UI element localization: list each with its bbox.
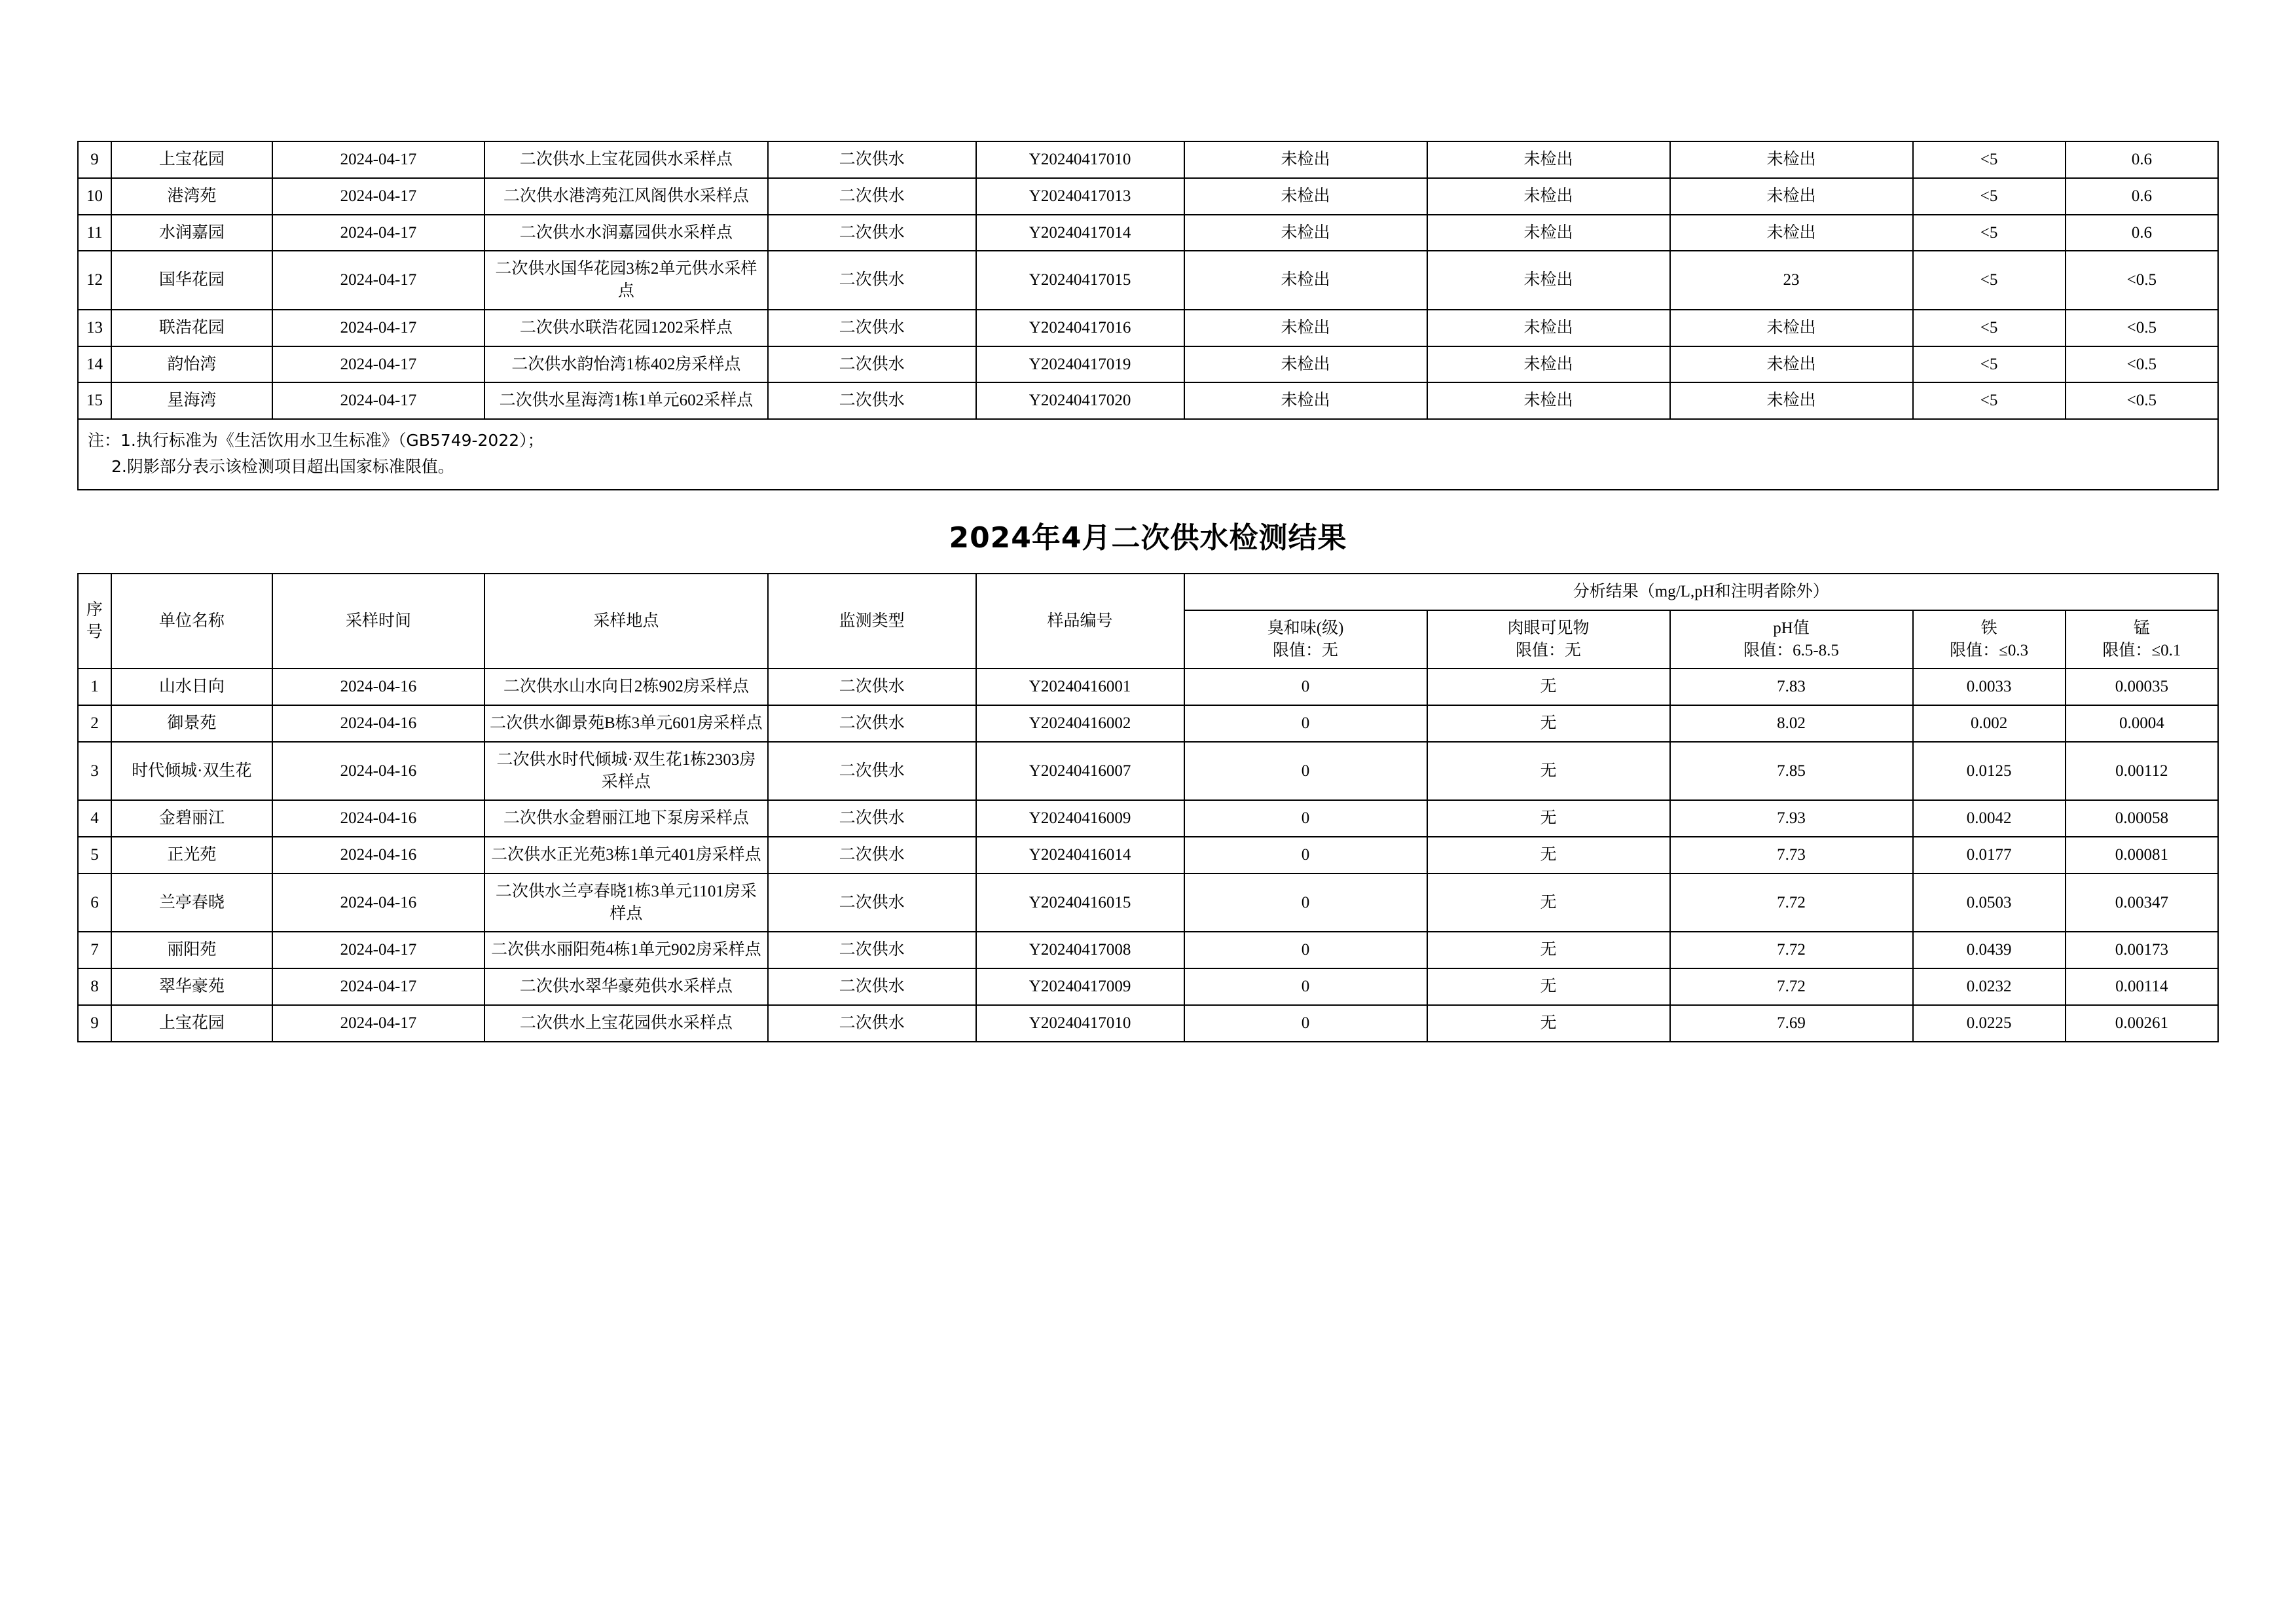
cell-unit: 御景苑 <box>111 705 272 742</box>
cell-visible-matter: 无 <box>1427 837 1670 873</box>
cell-value-5: 0.6 <box>2066 178 2218 215</box>
cell-type: 二次供水 <box>768 669 976 705</box>
header-type: 监测类型 <box>768 574 976 669</box>
header-manganese-limit: 限值：≤0.1 <box>2102 641 2181 659</box>
cell-index: 10 <box>78 178 111 215</box>
table-row <box>78 968 2218 1005</box>
cell-odor: 0 <box>1184 968 1427 1005</box>
table-row <box>78 669 2218 705</box>
cell-visible-matter: 无 <box>1427 968 1670 1005</box>
cell-unit: 丽阳苑 <box>111 932 272 968</box>
cell-sample: Y20240416002 <box>976 705 1184 742</box>
cell-sample: Y20240416014 <box>976 837 1184 873</box>
cell-ph: 7.85 <box>1670 742 1913 801</box>
cell-iron: 0.0033 <box>1913 669 2066 705</box>
cell-value-4: <5 <box>1913 310 2066 346</box>
cell-unit: 山水日向 <box>111 669 272 705</box>
header-odor <box>1184 610 1427 669</box>
cell-iron: 0.002 <box>1913 705 2066 742</box>
cell-value-3: 23 <box>1670 251 1913 310</box>
table-row <box>78 742 2218 801</box>
cell-manganese: 0.00114 <box>2066 968 2218 1005</box>
cell-place: 二次供水国华花园3栋2单元供水采样点 <box>484 251 767 310</box>
cell-index: 4 <box>78 800 111 837</box>
cell-time: 2024-04-17 <box>272 968 484 1005</box>
cell-index: 6 <box>78 873 111 932</box>
table-row <box>78 932 2218 968</box>
cell-value-2: 未检出 <box>1427 382 1670 419</box>
cell-place: 二次供水兰亭春晓1栋3单元1101房采样点 <box>484 873 767 932</box>
cell-value-1: 未检出 <box>1184 382 1427 419</box>
cell-value-1: 未检出 <box>1184 215 1427 251</box>
cell-type: 二次供水 <box>768 382 976 419</box>
page-title: 2024年4月二次供水检测结果 <box>949 521 1347 555</box>
header-iron-limit: 限值：≤0.3 <box>1950 641 2029 659</box>
header-analysis-results: 分析结果（mg/L,pH和注明者除外） <box>1184 574 2218 610</box>
cell-value-5: 0.6 <box>2066 141 2218 178</box>
header-row-top <box>78 574 2218 610</box>
cell-sample: Y20240417008 <box>976 932 1184 968</box>
table-row <box>78 251 2218 310</box>
cell-index: 3 <box>78 742 111 801</box>
cell-sample: Y20240417014 <box>976 215 1184 251</box>
cell-ph: 7.72 <box>1670 968 1913 1005</box>
cell-manganese: 0.00112 <box>2066 742 2218 801</box>
cell-index: 8 <box>78 968 111 1005</box>
cell-ph: 7.69 <box>1670 1005 1913 1042</box>
cell-time: 2024-04-17 <box>272 382 484 419</box>
header-visible-matter-name: 肉眼可见物 <box>1507 619 1590 637</box>
cell-value-5: <0.5 <box>2066 382 2218 419</box>
cell-unit: 翠华豪苑 <box>111 968 272 1005</box>
cell-value-3: 未检出 <box>1670 382 1913 419</box>
cell-sample: Y20240416001 <box>976 669 1184 705</box>
note-line-1: 注：1.执行标准为《生活饮用水卫生标准》（GB5749-2022）； <box>88 431 544 450</box>
cell-sample: Y20240416015 <box>976 873 1184 932</box>
cell-visible-matter: 无 <box>1427 873 1670 932</box>
cell-index: 9 <box>78 1005 111 1042</box>
results-table <box>77 573 2219 1042</box>
cell-value-2: 未检出 <box>1427 251 1670 310</box>
header-sample: 样品编号 <box>976 574 1184 669</box>
cell-place: 二次供水上宝花园供水采样点 <box>484 141 767 178</box>
cell-value-1: 未检出 <box>1184 346 1427 383</box>
cell-unit: 金碧丽江 <box>111 800 272 837</box>
cell-value-3: 未检出 <box>1670 215 1913 251</box>
cell-type: 二次供水 <box>768 837 976 873</box>
cell-time: 2024-04-17 <box>272 310 484 346</box>
cell-index: 2 <box>78 705 111 742</box>
cell-unit: 韵怡湾 <box>111 346 272 383</box>
cell-time: 2024-04-16 <box>272 705 484 742</box>
cell-place: 二次供水上宝花园供水采样点 <box>484 1005 767 1042</box>
cell-index: 15 <box>78 382 111 419</box>
cell-sample: Y20240417019 <box>976 346 1184 383</box>
table-row <box>78 178 2218 215</box>
cell-index: 1 <box>78 669 111 705</box>
note-line-2: 2.阴影部分表示该检测项目超出国家标准限值。 <box>111 457 454 476</box>
header-ph <box>1670 610 1913 669</box>
cell-index: 9 <box>78 141 111 178</box>
cell-type: 二次供水 <box>768 968 976 1005</box>
cell-time: 2024-04-17 <box>272 932 484 968</box>
cell-value-1: 未检出 <box>1184 310 1427 346</box>
cell-index: 5 <box>78 837 111 873</box>
cell-unit: 联浩花园 <box>111 310 272 346</box>
cell-iron: 0.0503 <box>1913 873 2066 932</box>
cell-type: 二次供水 <box>768 705 976 742</box>
table-row <box>78 141 2218 178</box>
cell-odor: 0 <box>1184 837 1427 873</box>
continued-results-table <box>77 141 2219 420</box>
cell-sample: Y20240417020 <box>976 382 1184 419</box>
cell-value-4: <5 <box>1913 382 2066 419</box>
cell-time: 2024-04-17 <box>272 141 484 178</box>
cell-time: 2024-04-17 <box>272 215 484 251</box>
cell-index: 11 <box>78 215 111 251</box>
cell-manganese: 0.00173 <box>2066 932 2218 968</box>
cell-time: 2024-04-16 <box>272 800 484 837</box>
cell-value-3: 未检出 <box>1670 141 1913 178</box>
cell-visible-matter: 无 <box>1427 800 1670 837</box>
cell-value-1: 未检出 <box>1184 251 1427 310</box>
cell-type: 二次供水 <box>768 251 976 310</box>
cell-place: 二次供水星海湾1栋1单元602采样点 <box>484 382 767 419</box>
cell-odor: 0 <box>1184 742 1427 801</box>
cell-ph: 7.93 <box>1670 800 1913 837</box>
header-odor-name: 臭和味(级) <box>1267 619 1344 637</box>
header-ph-limit: 限值：6.5-8.5 <box>1743 641 1839 659</box>
cell-odor: 0 <box>1184 1005 1427 1042</box>
cell-sample: Y20240417009 <box>976 968 1184 1005</box>
cell-type: 二次供水 <box>768 346 976 383</box>
cell-value-4: <5 <box>1913 178 2066 215</box>
cell-iron: 0.0232 <box>1913 968 2066 1005</box>
header-unit: 单位名称 <box>111 574 272 669</box>
cell-odor: 0 <box>1184 705 1427 742</box>
cell-visible-matter: 无 <box>1427 742 1670 801</box>
cell-place: 二次供水联浩花园1202采样点 <box>484 310 767 346</box>
table-row <box>78 382 2218 419</box>
cell-index: 7 <box>78 932 111 968</box>
cell-value-2: 未检出 <box>1427 346 1670 383</box>
header-ph-name: pH值 <box>1773 619 1810 637</box>
cell-type: 二次供水 <box>768 141 976 178</box>
cell-ph: 7.72 <box>1670 932 1913 968</box>
cell-place: 二次供水时代倾城·双生花1栋2303房采样点 <box>484 742 767 801</box>
header-manganese <box>2066 610 2218 669</box>
cell-value-5: 0.6 <box>2066 215 2218 251</box>
results-table-body <box>78 669 2218 1041</box>
cell-value-4: <5 <box>1913 251 2066 310</box>
cell-value-2: 未检出 <box>1427 215 1670 251</box>
cell-manganese: 0.00035 <box>2066 669 2218 705</box>
cell-ph: 8.02 <box>1670 705 1913 742</box>
cell-value-3: 未检出 <box>1670 346 1913 383</box>
cell-iron: 0.0177 <box>1913 837 2066 873</box>
cell-type: 二次供水 <box>768 932 976 968</box>
cell-ph: 7.72 <box>1670 873 1913 932</box>
table-notes <box>77 420 2219 490</box>
cell-sample: Y20240417013 <box>976 178 1184 215</box>
cell-place: 二次供水御景苑B栋3单元601房采样点 <box>484 705 767 742</box>
cell-value-2: 未检出 <box>1427 178 1670 215</box>
table-row <box>78 837 2218 873</box>
header-time: 采样时间 <box>272 574 484 669</box>
cell-visible-matter: 无 <box>1427 1005 1670 1042</box>
cell-unit: 星海湾 <box>111 382 272 419</box>
table-row <box>78 215 2218 251</box>
cell-iron: 0.0439 <box>1913 932 2066 968</box>
cell-manganese: 0.00261 <box>2066 1005 2218 1042</box>
cell-time: 2024-04-17 <box>272 251 484 310</box>
cell-place: 二次供水正光苑3栋1单元401房采样点 <box>484 837 767 873</box>
cell-unit: 上宝花园 <box>111 141 272 178</box>
table-row <box>78 800 2218 837</box>
cell-place: 二次供水丽阳苑4栋1单元902房采样点 <box>484 932 767 968</box>
cell-value-2: 未检出 <box>1427 141 1670 178</box>
cell-value-1: 未检出 <box>1184 141 1427 178</box>
cell-visible-matter: 无 <box>1427 932 1670 968</box>
header-visible-matter <box>1427 610 1670 669</box>
cell-iron: 0.0225 <box>1913 1005 2066 1042</box>
cell-value-3: 未检出 <box>1670 310 1913 346</box>
cell-time: 2024-04-16 <box>272 837 484 873</box>
table-row <box>78 873 2218 932</box>
table-row <box>78 310 2218 346</box>
cell-time: 2024-04-17 <box>272 178 484 215</box>
cell-ph: 7.73 <box>1670 837 1913 873</box>
header-odor-limit: 限值：无 <box>1273 641 1339 659</box>
cell-value-4: <5 <box>1913 346 2066 383</box>
cell-sample: Y20240417010 <box>976 141 1184 178</box>
cell-type: 二次供水 <box>768 310 976 346</box>
cell-odor: 0 <box>1184 800 1427 837</box>
cell-sample: Y20240417010 <box>976 1005 1184 1042</box>
cell-manganese: 0.00058 <box>2066 800 2218 837</box>
cell-value-4: <5 <box>1913 215 2066 251</box>
cell-value-5: <0.5 <box>2066 310 2218 346</box>
cell-unit: 兰亭春晓 <box>111 873 272 932</box>
cell-sample: Y20240416009 <box>976 800 1184 837</box>
cell-time: 2024-04-16 <box>272 873 484 932</box>
cell-place: 二次供水韵怡湾1栋402房采样点 <box>484 346 767 383</box>
cell-value-4: <5 <box>1913 141 2066 178</box>
cell-manganese: 0.00081 <box>2066 837 2218 873</box>
cell-value-1: 未检出 <box>1184 178 1427 215</box>
cell-unit: 上宝花园 <box>111 1005 272 1042</box>
cell-value-5: <0.5 <box>2066 346 2218 383</box>
cell-index: 12 <box>78 251 111 310</box>
cell-type: 二次供水 <box>768 873 976 932</box>
header-manganese-name: 锰 <box>2133 619 2150 637</box>
cell-place: 二次供水金碧丽江地下泵房采样点 <box>484 800 767 837</box>
cell-ph: 7.83 <box>1670 669 1913 705</box>
header-index: 序号 <box>78 574 111 669</box>
cell-value-5: <0.5 <box>2066 251 2218 310</box>
cell-unit: 港湾苑 <box>111 178 272 215</box>
header-iron-name: 铁 <box>1980 619 1997 637</box>
header-place: 采样地点 <box>484 574 767 669</box>
cell-place: 二次供水翠华豪苑供水采样点 <box>484 968 767 1005</box>
table-row <box>78 705 2218 742</box>
cell-odor: 0 <box>1184 932 1427 968</box>
cell-place: 二次供水山水向日2栋902房采样点 <box>484 669 767 705</box>
cell-odor: 0 <box>1184 873 1427 932</box>
table-row <box>78 1005 2218 1042</box>
cell-time: 2024-04-17 <box>272 1005 484 1042</box>
cell-time: 2024-04-16 <box>272 742 484 801</box>
cell-iron: 0.0042 <box>1913 800 2066 837</box>
cell-sample: Y20240417015 <box>976 251 1184 310</box>
cell-type: 二次供水 <box>768 178 976 215</box>
cell-index: 14 <box>78 346 111 383</box>
header-iron <box>1913 610 2066 669</box>
cell-time: 2024-04-16 <box>272 669 484 705</box>
cell-type: 二次供水 <box>768 800 976 837</box>
cell-unit: 正光苑 <box>111 837 272 873</box>
cell-place: 二次供水水润嘉园供水采样点 <box>484 215 767 251</box>
cell-sample: Y20240416007 <box>976 742 1184 801</box>
cell-type: 二次供水 <box>768 742 976 801</box>
cell-sample: Y20240417016 <box>976 310 1184 346</box>
cell-manganese: 0.0004 <box>2066 705 2218 742</box>
cell-visible-matter: 无 <box>1427 669 1670 705</box>
cell-iron: 0.0125 <box>1913 742 2066 801</box>
continued-table-body <box>78 141 2218 419</box>
cell-type: 二次供水 <box>768 215 976 251</box>
cell-time: 2024-04-17 <box>272 346 484 383</box>
header-visible-matter-limit: 限值：无 <box>1516 641 1582 659</box>
cell-place: 二次供水港湾苑江风阁供水采样点 <box>484 178 767 215</box>
cell-unit: 水润嘉园 <box>111 215 272 251</box>
cell-value-3: 未检出 <box>1670 178 1913 215</box>
cell-value-2: 未检出 <box>1427 310 1670 346</box>
cell-index: 13 <box>78 310 111 346</box>
cell-visible-matter: 无 <box>1427 705 1670 742</box>
cell-type: 二次供水 <box>768 1005 976 1042</box>
cell-unit: 国华花园 <box>111 251 272 310</box>
table-row <box>78 346 2218 383</box>
cell-odor: 0 <box>1184 669 1427 705</box>
results-table-head <box>78 574 2218 669</box>
cell-unit: 时代倾城·双生花 <box>111 742 272 801</box>
cell-manganese: 0.00347 <box>2066 873 2218 932</box>
